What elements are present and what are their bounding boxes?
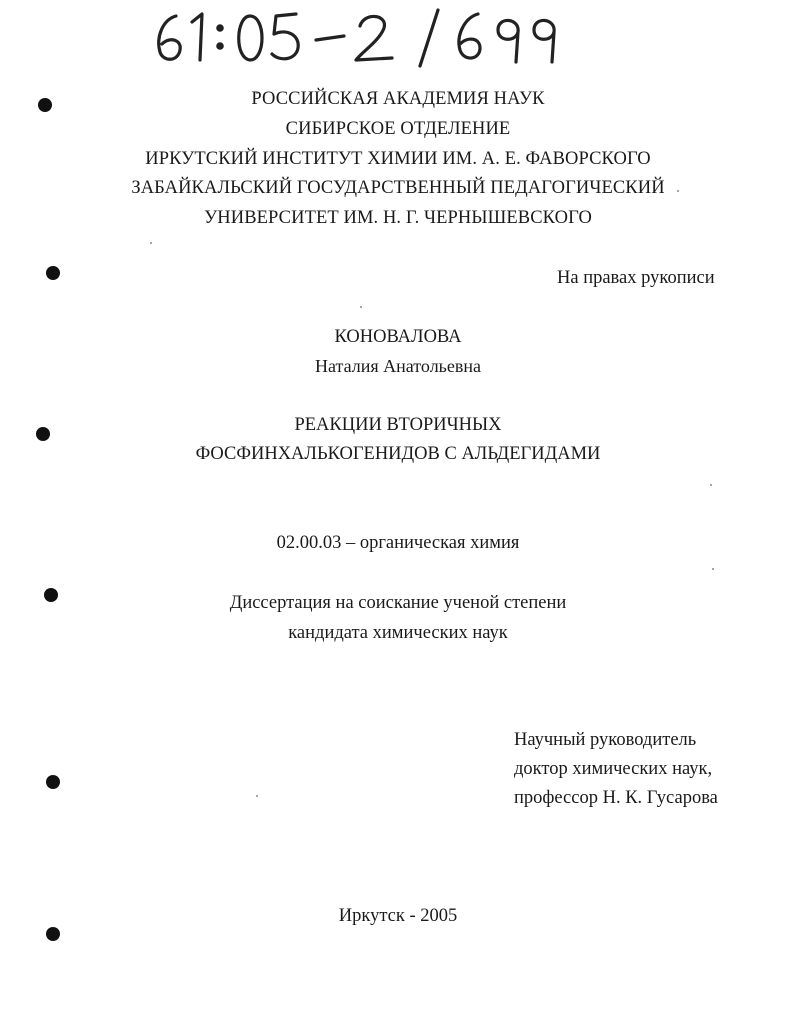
punch-hole (46, 927, 60, 941)
scan-speck (712, 568, 714, 570)
handwritten-archive-number-drawing (148, 6, 568, 68)
supervisor-line: доктор химических наук, (514, 759, 713, 779)
scan-speck (360, 306, 362, 308)
author-given-names: Наталия Анатольевна (315, 356, 481, 376)
rights-note: На правах рукописи (557, 268, 715, 288)
specialty: 02.00.03 – органическая химия (276, 533, 520, 553)
supervisor-line: Научный руководитель (514, 730, 697, 750)
header-line: СИБИРСКОЕ ОТДЕЛЕНИЕ (285, 119, 511, 139)
author-surname: КОНОВАЛОВА (334, 327, 462, 347)
degree-line: Диссертация на соискание ученой степени (229, 593, 567, 613)
place-year: Иркутск - 2005 (338, 906, 458, 926)
header-line: УНИВЕРСИТЕТ ИМ. Н. Г. ЧЕРНЫШЕВСКОГО (204, 208, 592, 228)
scan-speck (150, 242, 152, 244)
punch-hole (46, 775, 60, 789)
dissertation-title-line: ФОСФИНХАЛЬКОГЕНИДОВ С АЛЬДЕГИДАМИ (195, 444, 601, 464)
header-line: ЗАБАЙКАЛЬСКИЙ ГОСУДАРСТВЕННЫЙ ПЕДАГОГИЧЕСКИЙ (131, 178, 665, 198)
handwritten-archive-number (148, 6, 568, 68)
header-line: ИРКУТСКИЙ ИНСТИТУТ ХИМИИ ИМ. А. Е. ФАВОРСКОГО (145, 149, 651, 169)
scan-speck (256, 795, 258, 797)
degree-line: кандидата химических наук (288, 623, 508, 643)
punch-hole (46, 266, 60, 280)
header-line: РОССИЙСКАЯ АКАДЕМИЯ НАУК (251, 89, 545, 109)
supervisor-line: профессор Н. К. Гусарова (514, 788, 718, 808)
scan-speck (710, 484, 712, 486)
dissertation-title-line: РЕАКЦИИ ВТОРИЧНЫХ (294, 415, 502, 435)
